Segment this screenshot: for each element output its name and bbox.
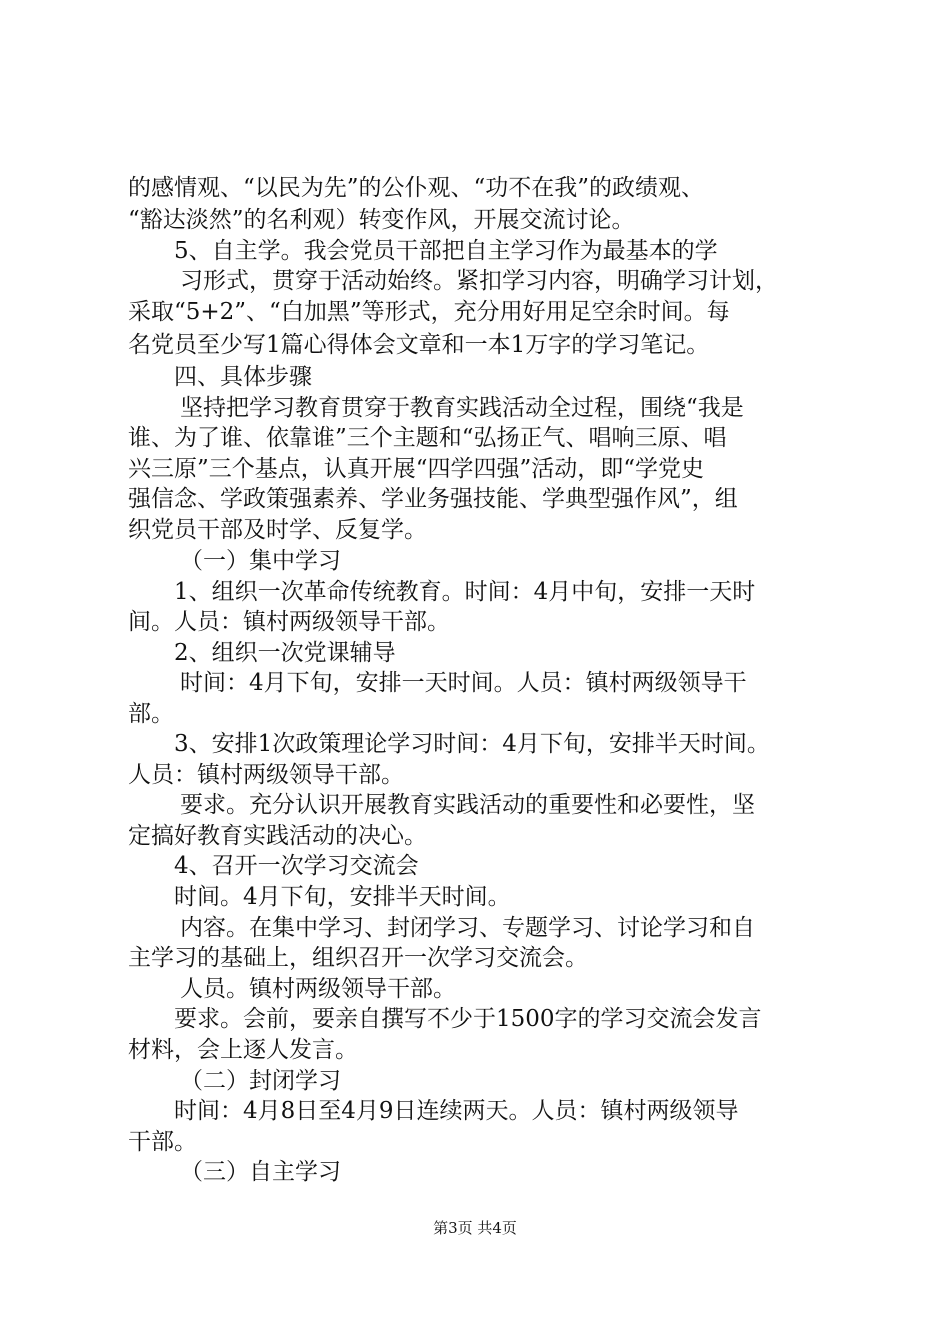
page-number-footer: 第3页 共4页	[433, 1219, 517, 1237]
text-line: 材料，会上逐人发言。	[128, 1037, 358, 1063]
text-line: 名党员至少写1篇心得体会文章和一本1万字的学习笔记。	[128, 332, 710, 358]
text-line: 4、召开一次学习交流会	[174, 853, 419, 879]
subsection-heading: （二）封闭学习	[180, 1068, 341, 1094]
text-line: 5、自主学。我会党员干部把自主学习作为最基本的学	[174, 238, 718, 264]
text-line: 兴三原”三个基点，认真开展“四学四强”活动，即“学党史	[128, 456, 705, 482]
text-line: 干部。	[128, 1129, 197, 1155]
text-line: 间。人员：镇村两级领导干部。	[128, 609, 450, 635]
text-line: 定搞好教育实践活动的决心。	[128, 823, 427, 849]
subsection-heading: （三）自主学习	[180, 1159, 341, 1185]
text-line: 1、组织一次革命传统教育。时间：4月中旬，安排一天时	[174, 579, 756, 605]
text-line: 部。	[128, 701, 174, 727]
text-line: 的感情观、“以民为先”的公仆观、“功不在我”的政绩观、	[128, 175, 705, 201]
text-line: “豁达淡然”的名利观）转变作风，开展交流讨论。	[128, 207, 635, 233]
text-line: 织党员干部及时学、反复学。	[128, 517, 427, 543]
text-line: 人员。镇村两级领导干部。	[180, 976, 456, 1002]
text-line: 采取“5+2”、“白加黑”等形式，充分用好用足空余时间。每	[128, 299, 730, 325]
text-line: 要求。充分认识开展教育实践活动的重要性和必要性，坚	[180, 792, 755, 818]
text-line: 习形式，贯穿于活动始终。紧扣学习内容，明确学习计划，	[180, 268, 778, 294]
text-line: 强信念、学政策强素养、学业务强技能、学典型强作风”，组	[128, 486, 738, 512]
text-line: 时间：4月8日至4月9日连续两天。人员：镇村两级领导	[174, 1098, 739, 1124]
text-line: 人员：镇村两级领导干部。	[128, 762, 404, 788]
subsection-heading: （一）集中学习	[180, 548, 341, 574]
text-line: 主学习的基础上，组织召开一次学习交流会。	[128, 945, 588, 971]
text-line: 谁、为了谁、依靠谁”三个主题和“弘扬正气、唱响三原、唱	[128, 425, 727, 451]
text-line: 时间：4月下旬，安排一天时间。人员：镇村两级领导干	[180, 670, 747, 696]
text-line: 内容。在集中学习、封闭学习、专题学习、讨论学习和自	[180, 915, 755, 941]
text-line: 3、安排1次政策理论学习时间：4月下旬，安排半天时间。	[174, 731, 770, 757]
text-line: 坚持把学习教育贯穿于教育实践活动全过程，围绕“我是	[180, 395, 744, 421]
section-heading: 四、具体步骤	[174, 364, 312, 390]
text-line: 要求。会前，要亲自撰写不少于1500字的学习交流会发言	[174, 1006, 762, 1032]
text-line: 2、组织一次党课辅导	[174, 640, 396, 666]
text-line: 时间。4月下旬，安排半天时间。	[174, 884, 511, 910]
